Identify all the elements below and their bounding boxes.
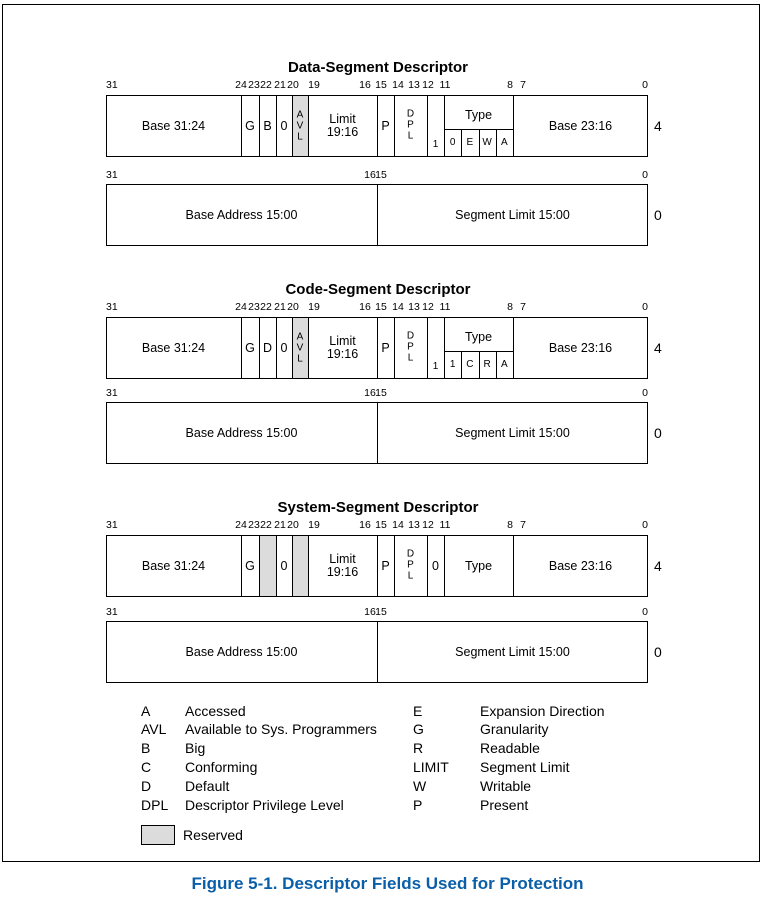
- field-divider: [259, 95, 260, 157]
- legend-description: Segment Limit: [480, 759, 570, 775]
- legend-key: E: [413, 703, 423, 719]
- dpl-field: D P L: [406, 548, 415, 582]
- dpl-field: D P L: [406, 330, 415, 364]
- type-bit: A: [501, 137, 508, 148]
- field-divider: [276, 317, 277, 379]
- type-bit-divider: [479, 351, 480, 379]
- db-bit: B: [263, 118, 272, 133]
- bit-number: 19: [308, 79, 320, 91]
- field-divider: [444, 535, 445, 597]
- bit-number: 19: [308, 519, 320, 531]
- row-offset: 4: [654, 340, 662, 356]
- diagram-title: Code-Segment Descriptor: [285, 281, 471, 298]
- type-bit-divider: [479, 129, 480, 157]
- bit-number: 16: [364, 387, 376, 399]
- limit-19-16-field: Limit 19:16: [326, 112, 359, 139]
- legend-key: A: [141, 703, 151, 719]
- bit-number: 8: [507, 519, 513, 531]
- bit-number: 16: [359, 79, 371, 91]
- diagram-title: Data-Segment Descriptor: [287, 59, 469, 76]
- bit-number: 15: [375, 387, 387, 399]
- field-divider: [377, 535, 378, 597]
- legend-description: Conforming: [185, 759, 258, 775]
- field-divider: [276, 95, 277, 157]
- bit-number: 15: [375, 169, 387, 181]
- field-divider: [259, 317, 260, 379]
- bit-number: 31: [106, 387, 118, 399]
- bit-number: 7: [520, 519, 526, 531]
- base-31-24-field: Base 31:24: [141, 558, 206, 573]
- bit-number: 21: [274, 301, 286, 313]
- l-bit: 0: [280, 558, 288, 573]
- field-divider: [292, 317, 293, 379]
- type-bit-divider: [496, 351, 497, 379]
- bit-number: 16: [364, 606, 376, 618]
- field-divider: [444, 95, 445, 157]
- avl-bit: A V L: [296, 109, 304, 143]
- legend-description: Present: [480, 797, 529, 813]
- type-bit: C: [466, 359, 474, 370]
- bit-number: 12: [422, 519, 434, 531]
- type-bit: 1: [449, 359, 456, 370]
- type-field: Type: [464, 107, 493, 122]
- type-bit-divider: [461, 129, 462, 157]
- field-divider: [427, 95, 428, 157]
- dpl-field: D P L: [406, 108, 415, 142]
- bit-number: 31: [106, 169, 118, 181]
- bit-number: 0: [642, 79, 648, 91]
- field-divider: [377, 621, 378, 683]
- field-divider: [513, 317, 514, 379]
- type-bit-divider: [461, 351, 462, 379]
- type-bit: E: [466, 137, 474, 148]
- base-address-15-00-field: Base Address 15:00: [185, 425, 298, 440]
- bit-number: 11: [439, 79, 451, 91]
- field-divider: [241, 95, 242, 157]
- bit-number: 12: [422, 301, 434, 313]
- bit-number: 8: [507, 79, 513, 91]
- l-bit: 0: [280, 340, 288, 355]
- bit-number: 0: [642, 519, 648, 531]
- type-bit-divider: [496, 129, 497, 157]
- bit-number: 23: [248, 79, 260, 91]
- legend-key: R: [413, 740, 424, 756]
- s-bit: 0: [432, 558, 439, 573]
- base-23-16-field: Base 23:16: [548, 118, 613, 133]
- bit-number: 16: [359, 519, 371, 531]
- base-31-24-field: Base 31:24: [141, 118, 206, 133]
- field-divider: [377, 184, 378, 246]
- legend-key: LIMIT: [413, 759, 449, 775]
- bit-number: 31: [106, 606, 118, 618]
- bit-number: 0: [642, 169, 648, 181]
- s-bit: 1: [432, 361, 439, 372]
- figure-caption: Figure 5-1. Descriptor Fields Used for Protection: [191, 874, 584, 893]
- g-bit: G: [245, 118, 255, 133]
- bit-number: 0: [642, 606, 648, 618]
- bit-number: 13: [408, 519, 420, 531]
- p-bit: P: [381, 558, 390, 573]
- type-bit: R: [483, 359, 491, 370]
- field-divider: [377, 402, 378, 464]
- bit-number: 13: [408, 301, 420, 313]
- field-divider: [394, 535, 395, 597]
- field-divider: [308, 317, 309, 379]
- legend-key: B: [141, 740, 151, 756]
- base-address-15-00-field: Base Address 15:00: [185, 644, 298, 659]
- legend-description: Expansion Direction: [480, 703, 605, 719]
- bit-number: 23: [248, 519, 260, 531]
- type-field: Type: [464, 329, 493, 344]
- bit-number: 16: [359, 301, 371, 313]
- field-divider: [513, 95, 514, 157]
- avl-bit: A V L: [296, 331, 304, 365]
- bit-number: 20: [287, 79, 299, 91]
- field-divider: [292, 535, 293, 597]
- row-offset: 4: [654, 558, 662, 574]
- legend-description: Big: [185, 740, 206, 756]
- reserved-swatch: [141, 825, 175, 845]
- legend-description: Readable: [480, 740, 540, 756]
- base-23-16-field: Base 23:16: [548, 558, 613, 573]
- bit-number: 11: [439, 519, 451, 531]
- bit-number: 14: [392, 301, 404, 313]
- bit-number: 15: [375, 519, 387, 531]
- legend-description: Default: [185, 778, 230, 794]
- reserved-label: Reserved: [183, 827, 243, 843]
- segment-limit-15-00-field: Segment Limit 15:00: [455, 644, 570, 659]
- p-bit: P: [381, 340, 390, 355]
- limit-19-16-field: Limit 19:16: [326, 552, 359, 579]
- field-divider: [444, 317, 445, 379]
- base-31-24-field: Base 31:24: [141, 340, 206, 355]
- g-bit: G: [245, 340, 255, 355]
- bit-number: 15: [375, 79, 387, 91]
- type-field: Type: [464, 558, 493, 573]
- field-divider: [292, 95, 293, 157]
- legend-description: Granularity: [480, 721, 549, 737]
- segment-limit-15-00-field: Segment Limit 15:00: [455, 425, 570, 440]
- bit-number: 22: [260, 519, 272, 531]
- base-address-15-00-field: Base Address 15:00: [185, 207, 298, 222]
- bit-number: 13: [408, 79, 420, 91]
- bit-number: 14: [392, 519, 404, 531]
- legend-key: C: [141, 759, 152, 775]
- bit-number: 8: [507, 301, 513, 313]
- field-divider: [513, 535, 514, 597]
- g-bit: G: [245, 558, 255, 573]
- bit-number: 21: [274, 519, 286, 531]
- bit-number: 14: [392, 79, 404, 91]
- base-23-16-field: Base 23:16: [548, 340, 613, 355]
- bit-number: 11: [439, 301, 451, 313]
- s-bit: 1: [432, 139, 439, 150]
- legend-key: P: [413, 797, 423, 813]
- bit-number: 19: [308, 301, 320, 313]
- field-divider: [241, 535, 242, 597]
- field-divider: [308, 95, 309, 157]
- bit-number: 24: [235, 301, 247, 313]
- row-offset: 0: [654, 644, 662, 660]
- field-divider: [241, 317, 242, 379]
- p-bit: P: [381, 118, 390, 133]
- bit-number: 15: [375, 606, 387, 618]
- bit-number: 22: [260, 79, 272, 91]
- bit-number: 22: [260, 301, 272, 313]
- legend-key: W: [413, 778, 427, 794]
- legend-description: Descriptor Privilege Level: [185, 797, 344, 813]
- type-bit: 0: [449, 137, 456, 148]
- bit-number: 16: [364, 169, 376, 181]
- bit-number: 31: [106, 301, 118, 313]
- legend-key: AVL: [141, 721, 167, 737]
- type-bit: W: [482, 137, 492, 148]
- bit-number: 0: [642, 387, 648, 399]
- legend-description: Accessed: [185, 703, 246, 719]
- bit-number: 21: [274, 79, 286, 91]
- type-bit: A: [501, 359, 508, 370]
- diagram-title: System-Segment Descriptor: [277, 499, 479, 516]
- field-divider: [377, 95, 378, 157]
- legend-key: DPL: [141, 797, 169, 813]
- bit-number: 20: [287, 301, 299, 313]
- limit-19-16-field: Limit 19:16: [326, 334, 359, 361]
- legend-key: G: [413, 721, 424, 737]
- bit-number: 12: [422, 79, 434, 91]
- field-divider: [427, 317, 428, 379]
- bit-number: 0: [642, 301, 648, 313]
- legend-description: Writable: [480, 778, 532, 794]
- bit-number: 7: [520, 301, 526, 313]
- field-divider: [377, 317, 378, 379]
- bit-number: 31: [106, 79, 118, 91]
- bit-number: 24: [235, 79, 247, 91]
- legend-description: Available to Sys. Programmers: [185, 721, 377, 737]
- row-offset: 4: [654, 118, 662, 134]
- field-divider: [394, 317, 395, 379]
- row-offset: 0: [654, 425, 662, 441]
- segment-limit-15-00-field: Segment Limit 15:00: [455, 207, 570, 222]
- bit-number: 20: [287, 519, 299, 531]
- field-divider: [259, 535, 260, 597]
- bit-number: 24: [235, 519, 247, 531]
- field-divider: [427, 535, 428, 597]
- row-offset: 0: [654, 207, 662, 223]
- bit-number: 31: [106, 519, 118, 531]
- field-divider: [308, 535, 309, 597]
- bit-number: 23: [248, 301, 260, 313]
- legend-key: D: [141, 778, 152, 794]
- l-bit: 0: [280, 118, 288, 133]
- field-divider: [394, 95, 395, 157]
- bit-number: 15: [375, 301, 387, 313]
- bit-number: 7: [520, 79, 526, 91]
- db-bit: D: [262, 340, 273, 355]
- field-divider: [276, 535, 277, 597]
